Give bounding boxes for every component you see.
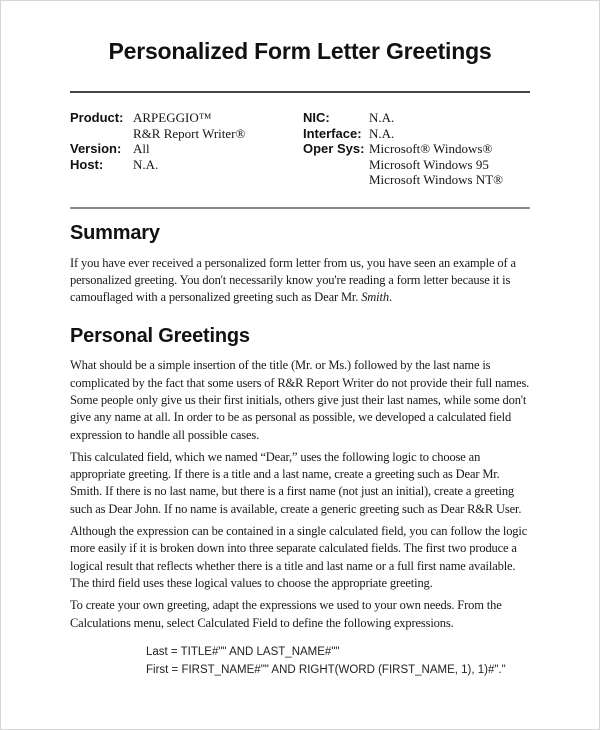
section-divider [70,207,530,209]
product-info-block [70,110,530,188]
product-value-line: R&R Report Writer® [133,125,246,141]
calculated-field-expressions [146,643,530,679]
version-label: Version: [70,141,122,156]
greetings-paragraph-2: This calculated field, which we named “Dear,” uses the following logic to choose an appropriate greeting. If there is a title and a last name, create a greeting such as Dear Mr. Smith. If there is no last name, but there is a first name (not just an initial), create a greeting such as Dear John. If no name is available, create a generic greeting such as Dear R&R User. [70,449,522,516]
nic-value-line: N.A. [369,110,395,125]
host-value [133,157,303,173]
nic-label: NIC: [303,110,330,125]
nic-value [369,110,530,126]
personal-greetings-heading: Personal Greetings [70,325,250,348]
expression-last: Last = TITLE#"" AND LAST_NAME#"" [146,645,340,658]
summary-paragraph [70,255,530,307]
oper-sys-label: Oper Sys: [303,141,365,156]
greetings-paragraph-3: Although the expression can be contained in a single calculated field, you can follow the logic more easily if it is broken down into three separate calculated fields. The first two produce a logical result that reflects whether there is a title and last name or a full first name available. The third field uses these logical values to choose the appropriate greeting. [70,524,528,590]
summary-italic-name: Smith [361,290,389,305]
version-value-line: All [133,141,150,156]
product-info-left-column [70,110,303,188]
product-value-line: ARPEGGIO™ [133,110,212,125]
summary-text-end: . [388,290,392,305]
product-value [133,110,303,141]
title-divider [70,91,530,93]
version-value [133,141,303,157]
interface-value-line: N.A. [369,125,395,141]
oper-sys-value [369,141,530,188]
oper-sys-value-line: Microsoft® Windows® [369,141,493,156]
greetings-paragraph-4: To create your own greeting, adapt the expressions we used to your own needs. From the Calculations menu, select Calculated Field to define the following expressions. [70,598,502,630]
product-info-right-column [303,110,530,188]
product-label: Product: [70,110,124,125]
host-label: Host: [70,156,104,172]
oper-sys-value-line: Microsoft Windows 95 [369,156,489,172]
interface-value [369,126,530,142]
oper-sys-value-line: Microsoft Windows NT® [369,172,504,187]
summary-heading: Summary [70,221,160,244]
greetings-paragraph-1: What should be a simple insertion of the title (Mr. or Ms.) followed by the last name is complicated by the fact that some users of R&R Report Writer do not provide their full names. Some people only give us their first initials, others give just their last names, while some don't give any name at all. In order to be as personal as possible, we developed a calculated field expression to handle all possible cases. [70,358,530,442]
summary-text: If you have ever received a personalized form letter from us, you have seen an example of a personalized greeting. You don't necessarily know you're reading a form letter because it is camouflaged with a personalized greeting such as Dear Mr. [70,255,516,305]
host-value-line: N.A. [133,156,159,172]
page-title: Personalized Form Letter Greetings [108,38,492,64]
interface-label: Interface: [303,125,362,141]
expression-first: First = FIRST_NAME#"" AND RIGHT(WORD (FIRST_NAME, 1), 1)#"." [146,663,506,676]
